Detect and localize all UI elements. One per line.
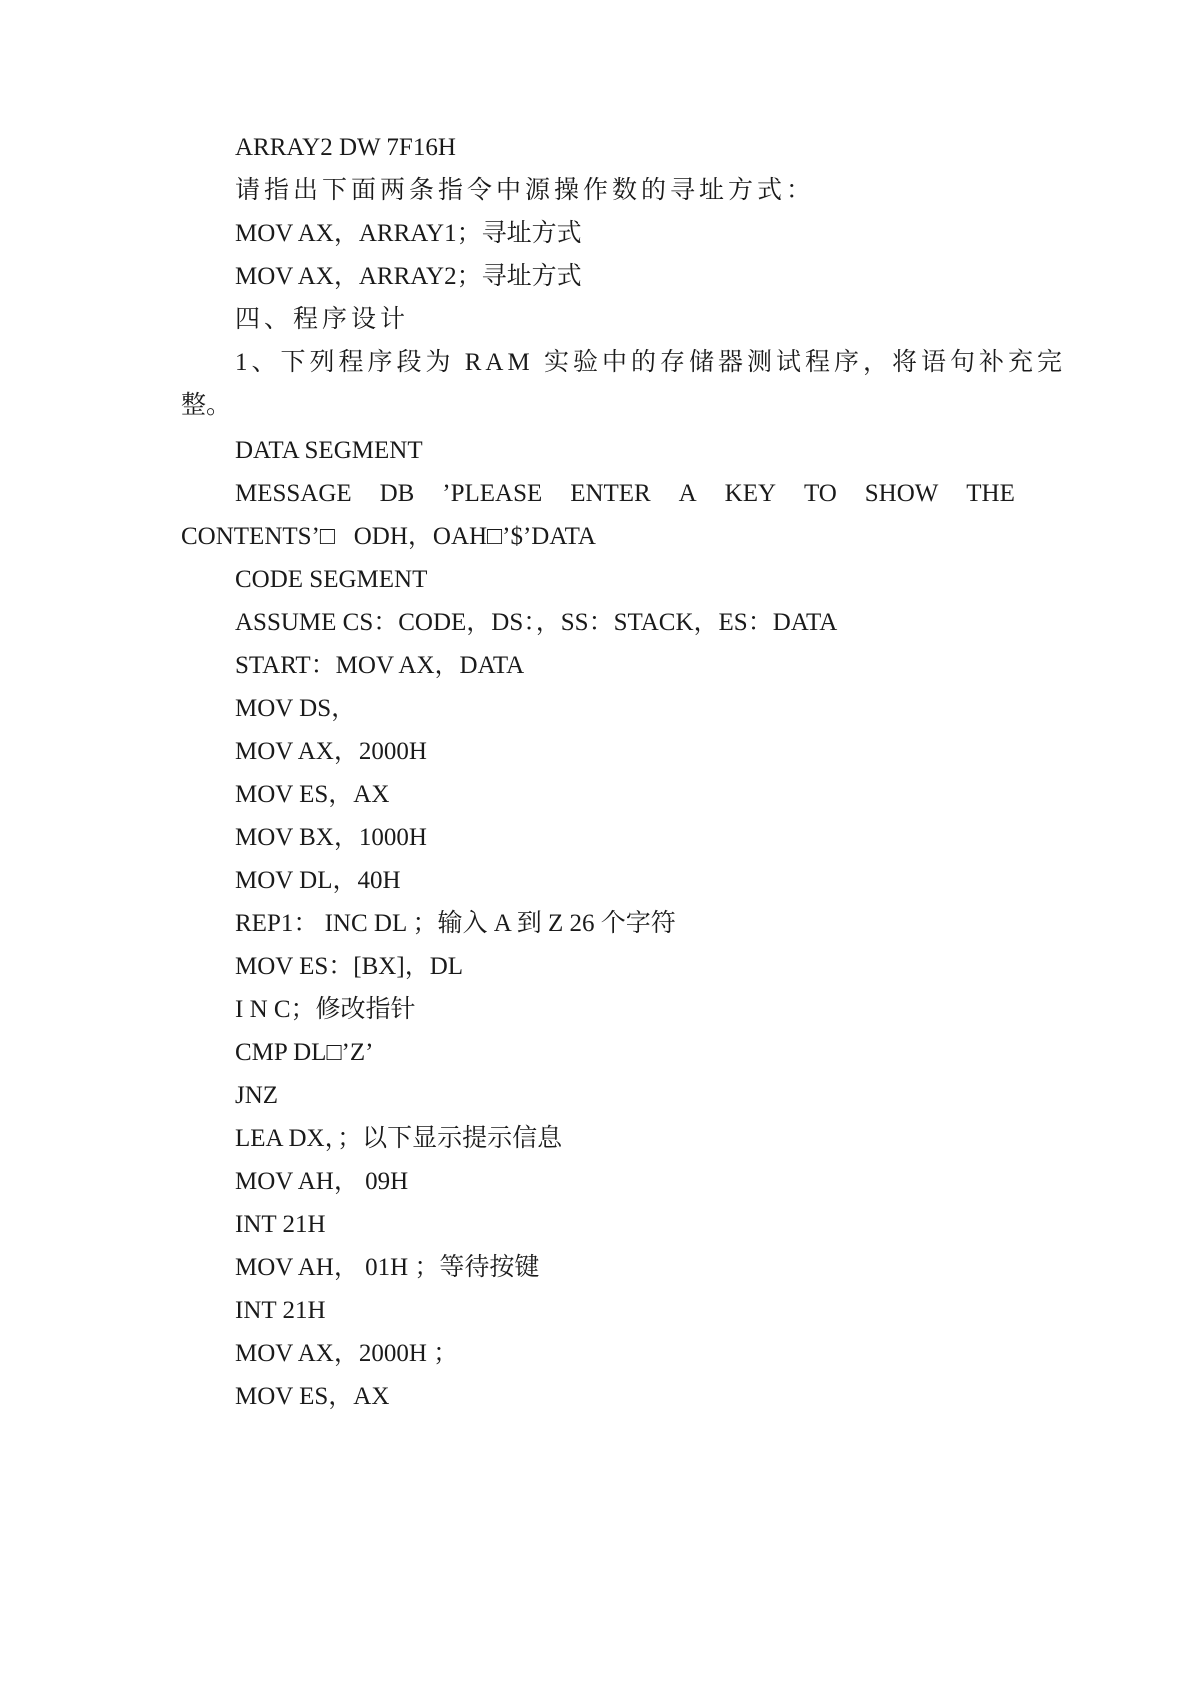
code-line-data-segment: DATA SEGMENT: [235, 437, 423, 464]
message-word: ENTER: [570, 480, 651, 507]
code-line-int21h-2: INT 21H: [235, 1297, 326, 1324]
message-word: ’PLEASE: [442, 480, 543, 507]
code-line-rep1: REP1： INC DL ；输入 A 到 Z 26 个字符: [235, 910, 676, 937]
message-word: MESSAGE: [235, 480, 352, 507]
code-line-assume: ASSUME CS：CODE，DS：，SS：STACK，ES：DATA: [235, 609, 838, 636]
code-line-mov-bx: MOV BX，1000H: [235, 824, 427, 851]
code-line-message: [235, 479, 1015, 509]
code-line-mov-dl: MOV DL，40H: [235, 867, 401, 894]
code-line-message-cont: CONTENTS’□ ODH，OAH□’$’DATA: [181, 523, 596, 550]
code-line-cmp: CMP DL□’Z’: [235, 1039, 374, 1066]
text-line-mov-array1: MOV AX，ARRAY1；寻址方式: [235, 220, 582, 247]
text-line-mov-array2: MOV AX，ARRAY2；寻址方式: [235, 263, 582, 290]
code-line-mov-es-ax-2: MOV ES，AX: [235, 1383, 390, 1410]
message-word: TO: [803, 480, 837, 507]
code-line-int21h-1: INT 21H: [235, 1211, 326, 1238]
code-line-mov-ax-2000h: MOV AX，2000H: [235, 738, 427, 765]
code-line-mov-ax-2000h-2: MOV AX，2000H ；: [235, 1340, 459, 1367]
code-line-start: START：MOV AX，DATA: [235, 652, 525, 679]
message-word: SHOW: [864, 480, 939, 507]
code-line-mov-es-ax: MOV ES，AX: [235, 781, 390, 808]
code-line-mov-ah-09h: MOV AH， 09H: [235, 1168, 409, 1195]
text-line-array2: ARRAY2 DW 7F16H: [235, 134, 456, 161]
text-line-task: 1、下列程序段为 RAM 实验中的存储器测试程序，将语句补充完: [235, 349, 1066, 376]
message-word: DB: [379, 480, 415, 507]
code-line-mov-es-bx: MOV ES：[BX]，DL: [235, 953, 464, 980]
section-heading: 四、程序设计: [235, 306, 410, 333]
text-line-task-cont: 整。: [181, 392, 232, 419]
message-word: A: [678, 480, 697, 507]
code-line-code-segment: CODE SEGMENT: [235, 566, 428, 593]
text-line-question: 请指出下面两条指令中源操作数的寻址方式：: [235, 177, 816, 204]
message-word: KEY: [724, 480, 777, 507]
code-line-inc: I N C；修改指针: [235, 996, 416, 1023]
code-line-jnz: JNZ: [235, 1082, 279, 1109]
message-word: THE: [966, 480, 1015, 507]
code-line-mov-ah-01h: MOV AH， 01H ；等待按键: [235, 1254, 540, 1281]
code-line-lea: LEA DX，；以下显示提示信息: [235, 1125, 563, 1152]
code-line-mov-ds: MOV DS，: [235, 695, 357, 722]
